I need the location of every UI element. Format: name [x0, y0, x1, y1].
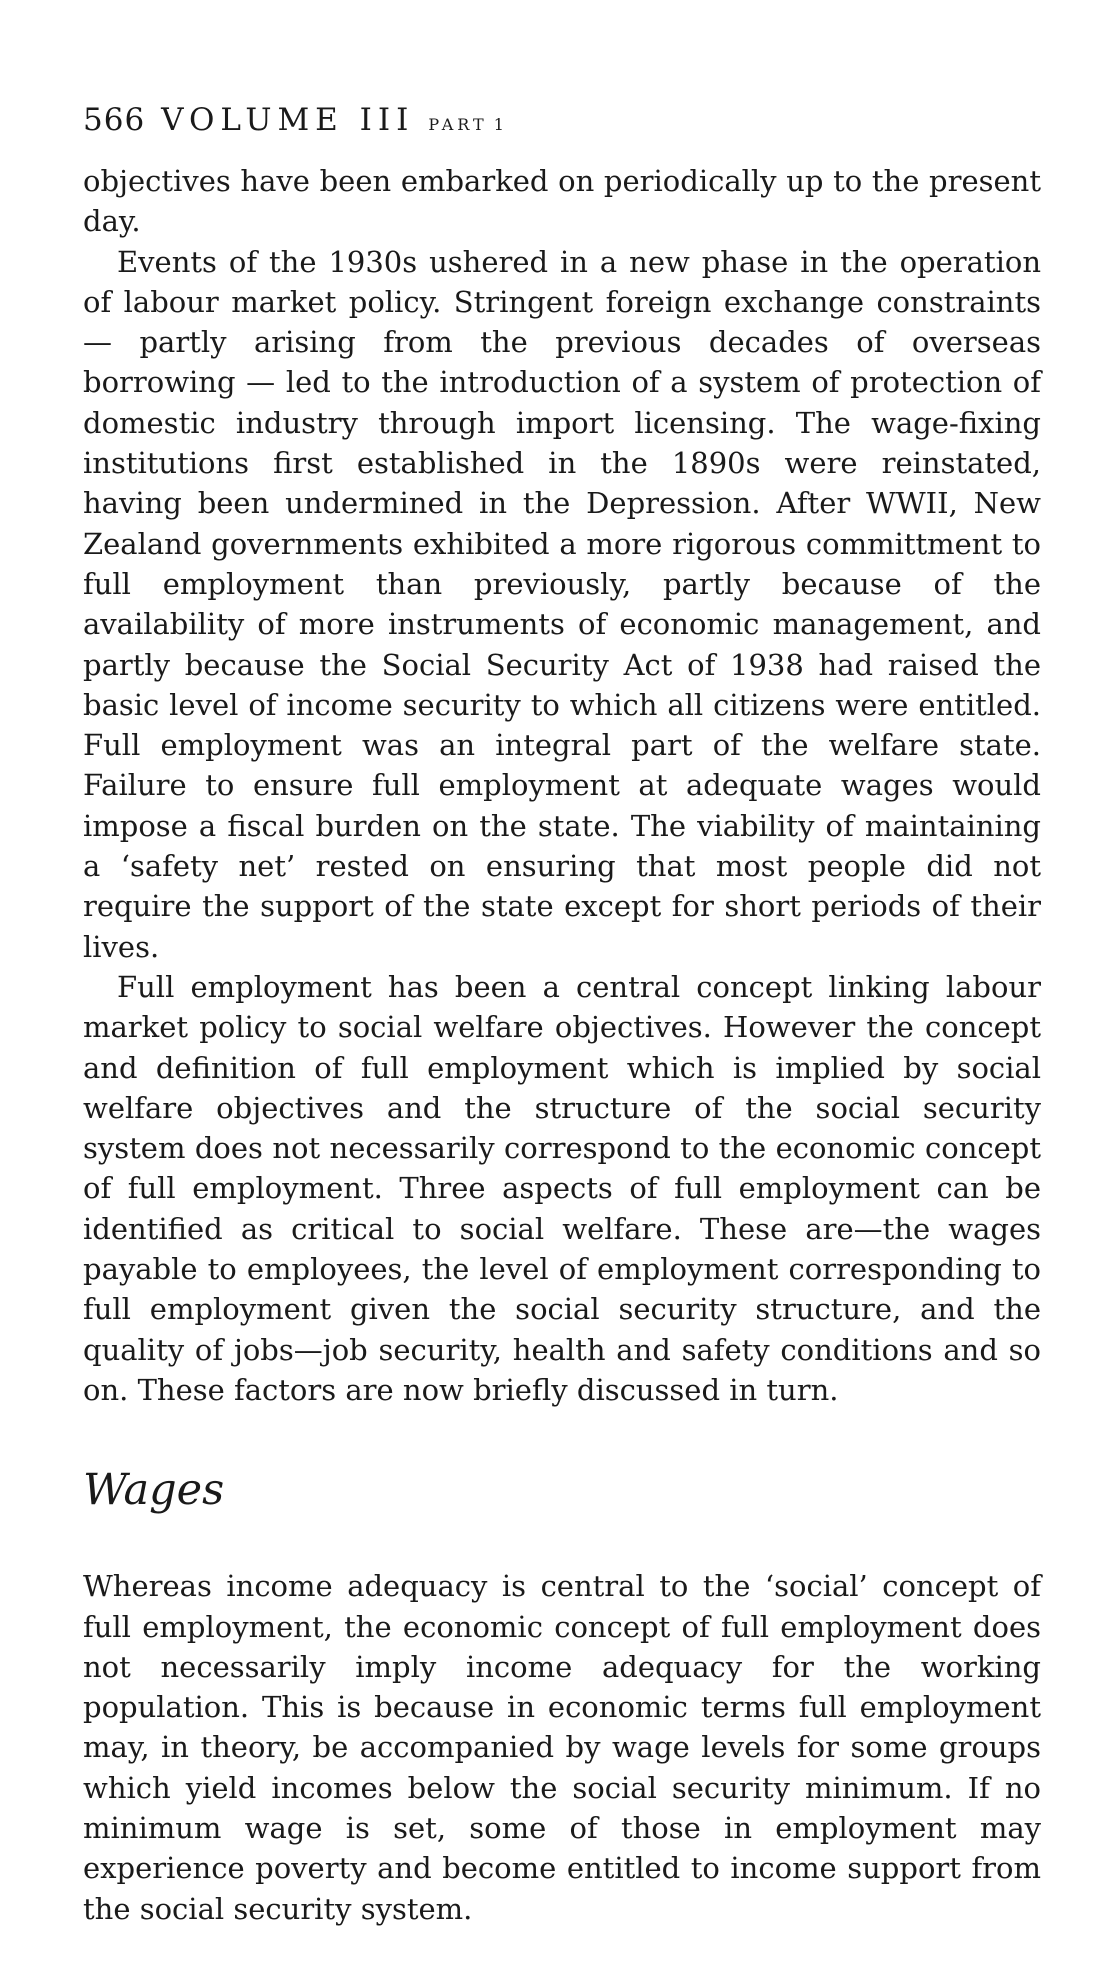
paragraph-events-1930s: Events of the 1930s ushered in a new phase in the operation of labour market policy. Stringent foreign exchange constraints — partly arising from the previous decades of overseas borrowing — led to the introduction of a system of protection of domestic industry through import licensing. The wage-fixing institutions first established in the 1890s were reinstated, having been undermined in the Depression. After WWII, New Zealand governments exhibited a more rigorous committment to full employment than previously, partly because of the availability of more instruments of economic management, and partly because the Social Security Act of 1938 had raised the basic level of income security to which all citizens were entitled. Full employment was an integral part of the welfare state. Failure to ensure full employment at adequate wages would impose a fiscal burden on the state. The viability of maintaining a ‘safety net’ rested on ensuring that most people did not require the support of the state except for short periods of their lives. [83, 244, 1041, 964]
paragraph-continuation: objectives have been embarked on periodically up to the present day. [83, 164, 1041, 239]
running-head [83, 100, 1041, 145]
volume-label: VOLUME III [161, 102, 415, 138]
paragraph-wages: Whereas income adequacy is central to the ‘social’ concept of full employment, the economic concept of full employment does not necessarily imply income adequacy for the working population. This is because in economic terms full employment may, in theory, be accompanied by wage levels for some groups which yield incomes below the social security minimum. If no minimum wage is set, some of those in employment may experience poverty and become entitled to income support from the social security system. [83, 1569, 1041, 1926]
section-heading-wages: Wages [83, 1465, 225, 1516]
paragraph-full-employment: Full employment has been a central concept linking labour market policy to social welfare objectives. However the concept and definition of full employment which is implied by social welfare objectives and the structure of the social security system does not necessarily correspond to the economic concept of full employment. Three aspects of full employment can be identified as critical to social welfare. These are—the wages payable to employees, the level of employment corresponding to full employment given the social security structure, and the quality of jobs—job security, health and safety conditions and so on. These factors are now briefly discussed in turn. [83, 969, 1041, 1407]
book-page [83, 100, 1041, 1929]
part-label: PART [428, 115, 488, 134]
part-number: 1 [493, 115, 505, 134]
page-number: 566 [83, 102, 146, 138]
